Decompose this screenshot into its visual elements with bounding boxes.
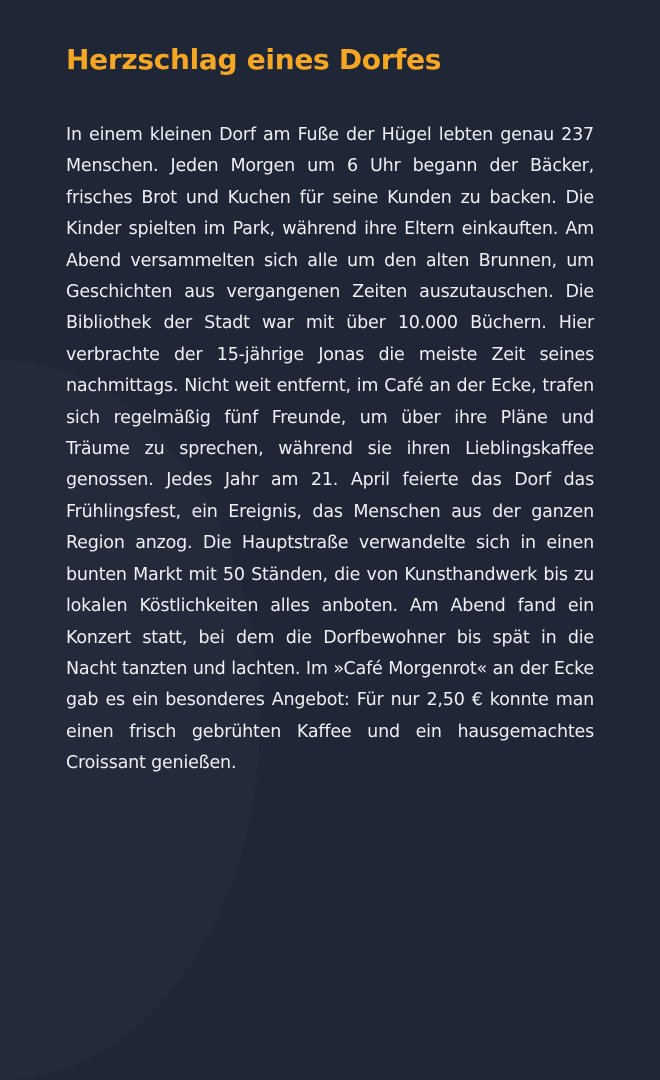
article-body: In einem kleinen Dorf am Fuße der Hügel lebten genau 237 Menschen. Jeden Morgen um 6 Uhr begann der Bäcker, frisches Brot und Kuchen für seine Kunden zu backen. Die Kinder spielten im Park, während ihre Eltern einkauften. Am Abend versammelten sich alle um den alten Brunnen, um Geschichten aus vergangenen Zeiten auszutauschen. Die Bibliothek der Stadt war mit über 10.000 Büchern. Hier verbrachte der 15-jährige Jonas die meiste Zeit seines nachmittags. Nicht weit entfernt, im Café an der Ecke, trafen sich regelmäßig fünf Freunde, um über ihre Pläne und Träume zu sprechen, während sie ihren Lieblingskaffee genossen. Jedes Jahr am 21. April feierte das Dorf das Frühlingsfest, ein Ereignis, das Menschen aus der ganzen Region anzog. Die Hauptstraße verwandelte sich in einen bunten Markt mit 50 Ständen, die von Kunsthandwerk bis zu lokalen Köstlichkeiten alles anboten. Am Abend fand ein Konzert statt, bei dem die Dorfbewohner bis spät in die Nacht tanzten und lachten. Im »Café Morgenrot« an der Ecke gab es ein besonderes Angebot: Für nur 2,50 € konnte man einen frisch gebrühten Kaffee und ein hausgemachtes Croissant genießen.: [66, 125, 594, 774]
article-title: Herzschlag eines Dorfes: [66, 43, 442, 76]
article: [66, 40, 594, 780]
